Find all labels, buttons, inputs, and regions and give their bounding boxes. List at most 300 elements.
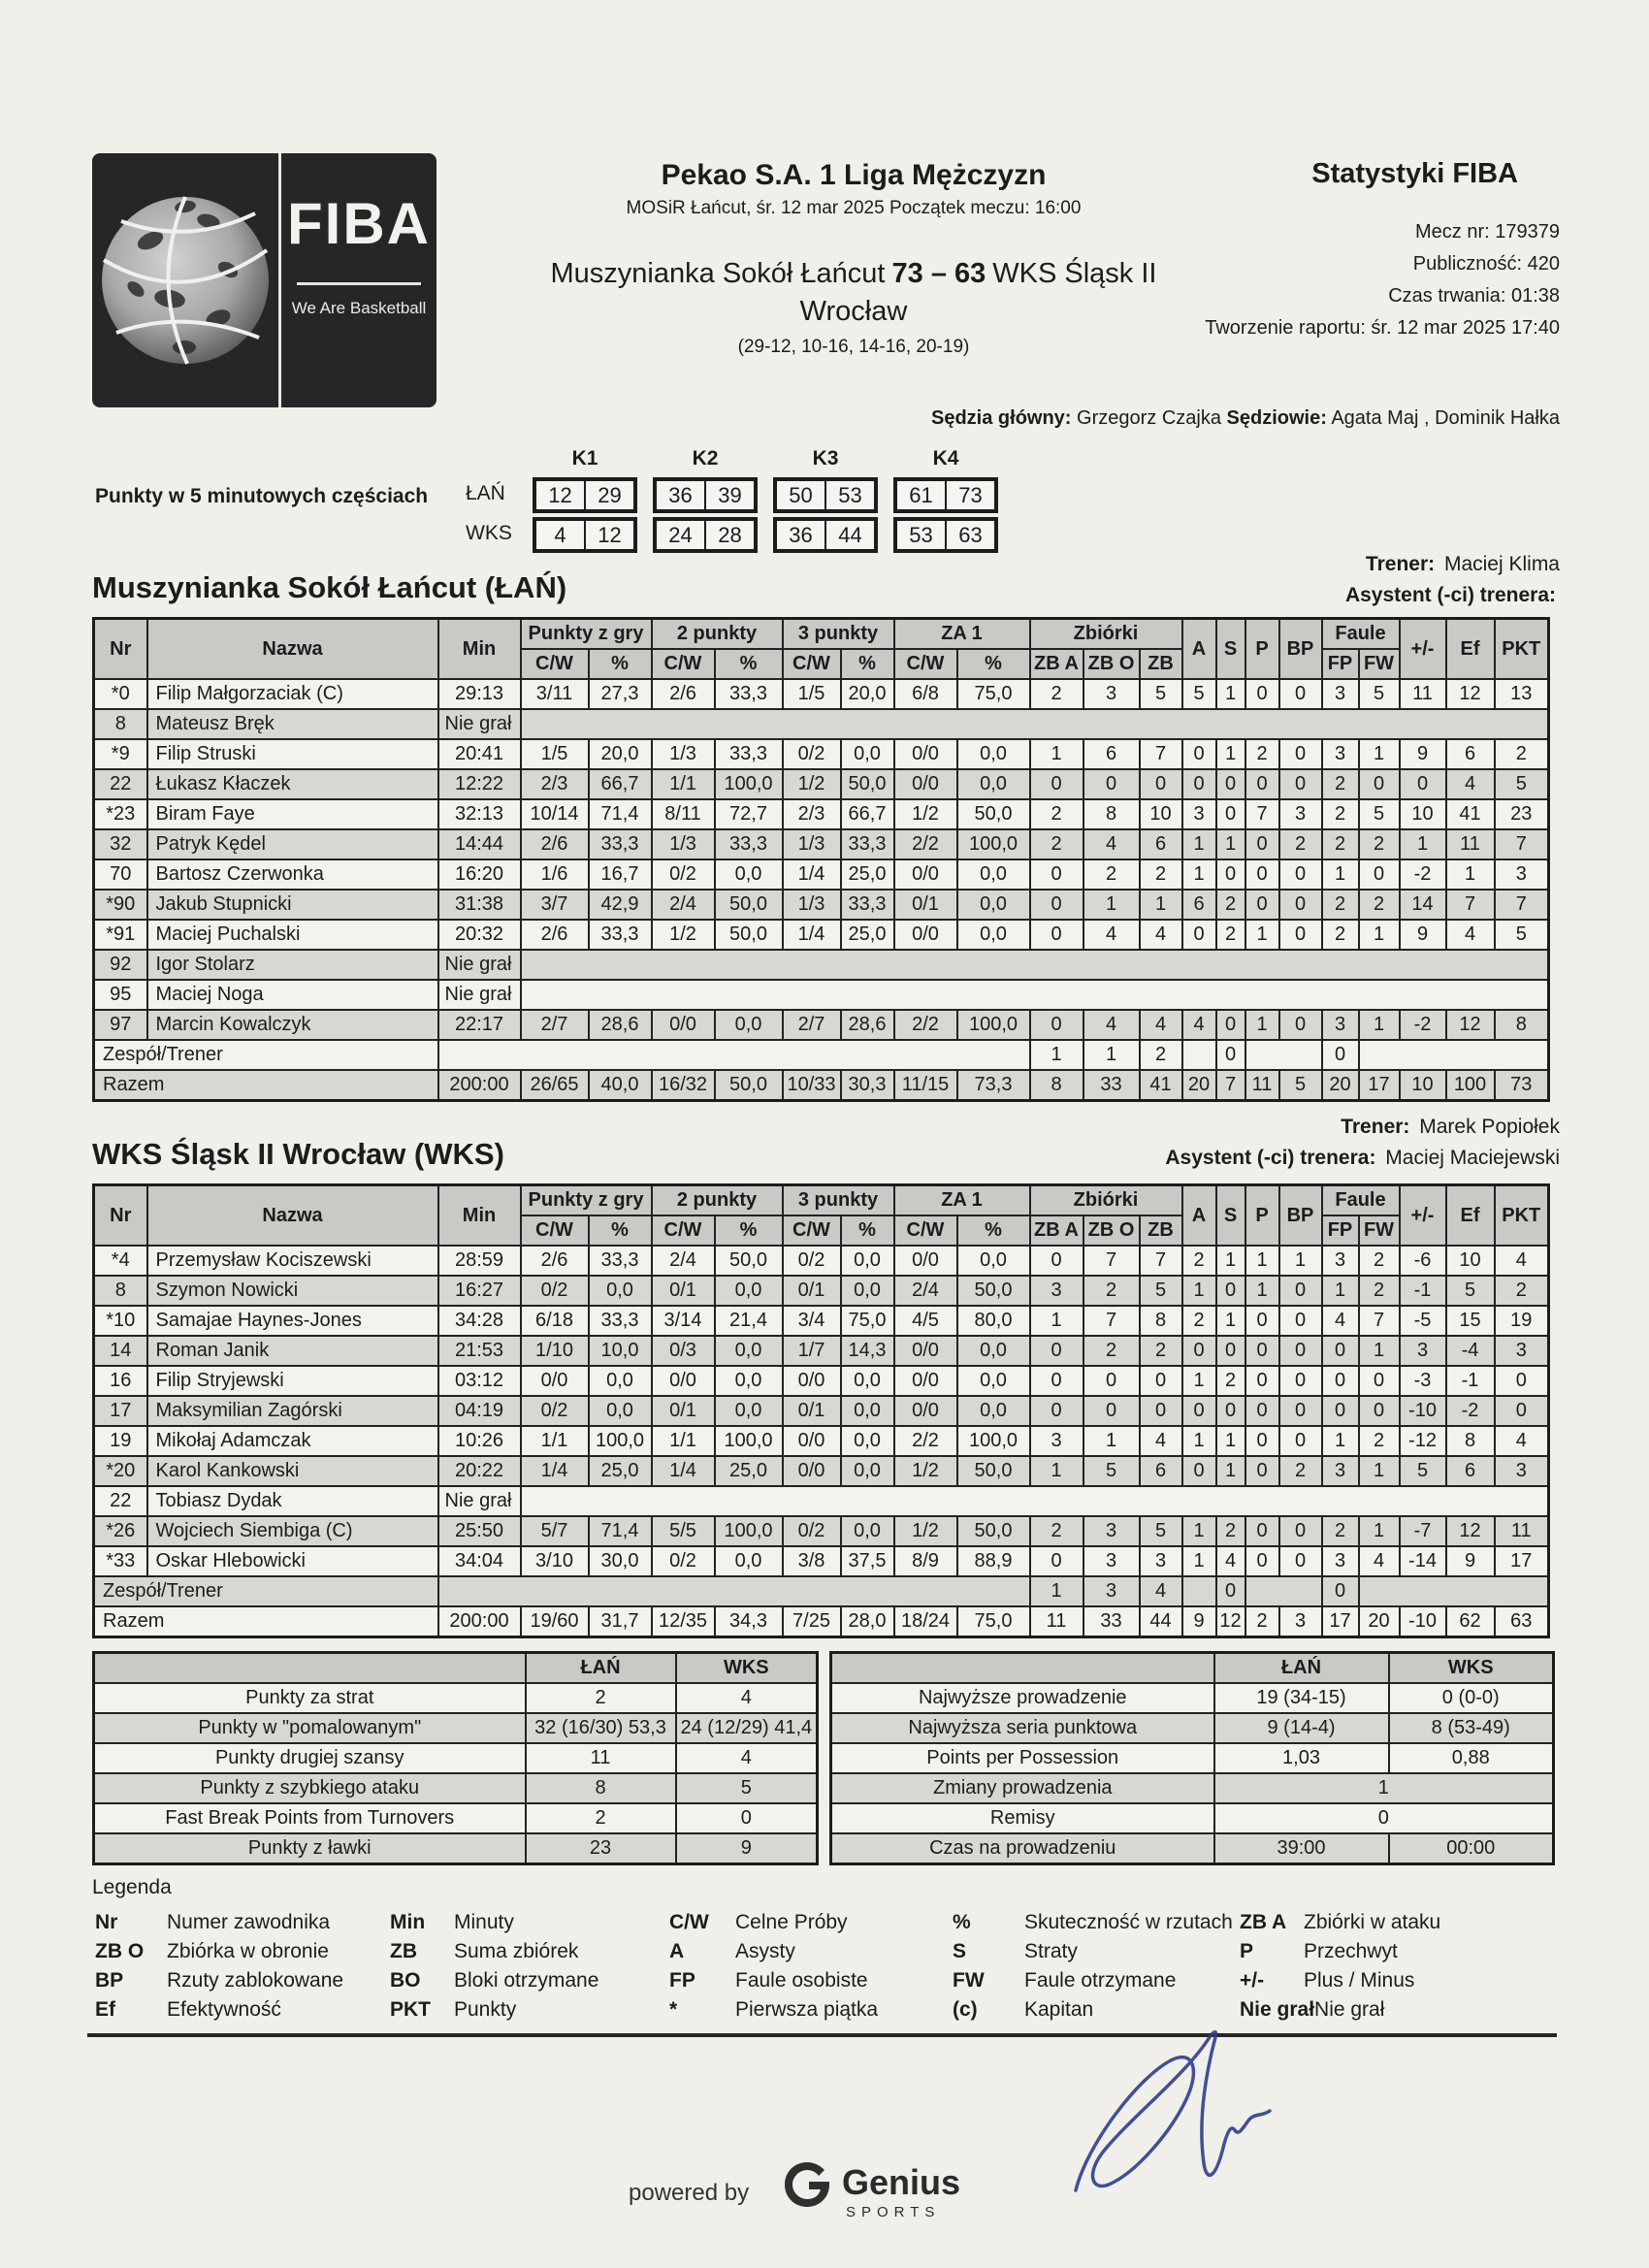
- stat-cell: 0/1: [783, 1396, 841, 1426]
- stat-cell: 0,0: [841, 1516, 894, 1546]
- player-name: Tobiasz Dydak: [147, 1486, 438, 1516]
- summary-value: 24 (12/29) 41,4: [676, 1713, 818, 1743]
- stat-cell: 11: [1446, 829, 1495, 859]
- player-row: [94, 1546, 1549, 1576]
- player-name: Mikołaj Adamczak: [147, 1426, 438, 1456]
- column-header: Punkty z gry: [521, 619, 652, 650]
- player-number: 22: [94, 769, 147, 799]
- stat-cell: 0: [1279, 1366, 1322, 1396]
- stat-cell: 1/10: [521, 1336, 589, 1366]
- stat-cell: 0: [1182, 739, 1216, 769]
- stat-cell: 0,0: [715, 1366, 783, 1396]
- assistant-label: Asystent (-ci) trenera:: [1344, 584, 1556, 606]
- stat-cell: 4: [1140, 1576, 1182, 1606]
- stat-cell: 0: [1216, 859, 1245, 890]
- period-label: K2: [692, 447, 719, 470]
- stat-cell: -2: [1446, 1396, 1495, 1426]
- stat-cell: 4: [1446, 769, 1495, 799]
- stat-cell: 0: [1279, 920, 1322, 950]
- blank-cell: [1359, 1576, 1549, 1606]
- player-name: Maciej Noga: [147, 980, 438, 1010]
- stat-cell: 0,0: [841, 1456, 894, 1486]
- stat-cell: 2/7: [521, 1010, 589, 1040]
- legend-desc: Rzuty zablokowane: [167, 1969, 344, 1992]
- legend-term: A: [669, 1940, 685, 1962]
- stat-cell: 7: [1495, 829, 1549, 859]
- column-header: S: [1216, 619, 1245, 680]
- column-subheader: ZB O: [1083, 649, 1140, 679]
- stat-cell: 0: [1245, 859, 1279, 890]
- stat-cell: 2: [1030, 829, 1083, 859]
- column-header: 2 punkty: [652, 1185, 783, 1216]
- legend-entry: [953, 1911, 1233, 1934]
- stat-cell: 50,0: [715, 890, 783, 920]
- stat-cell: 0/2: [652, 859, 715, 890]
- dnp-label: Nie grał: [438, 1486, 521, 1516]
- summary-value: 0: [676, 1803, 818, 1833]
- stat-cell: 12/35: [652, 1606, 715, 1637]
- summary-label: Punkty z ławki: [94, 1833, 526, 1864]
- stat-cell: 19/60: [521, 1606, 589, 1637]
- stat-cell: 2: [1359, 1246, 1400, 1276]
- stat-cell: 0: [1216, 1576, 1245, 1606]
- legend-entry: [953, 1998, 1093, 2022]
- stat-cell: 1/1: [521, 1426, 589, 1456]
- legend-desc: Efektywność: [167, 1998, 281, 2021]
- stat-cell: 7: [1083, 1246, 1140, 1276]
- summary-table: [829, 1651, 1555, 1865]
- stat-cell: 3: [1030, 1426, 1083, 1456]
- stat-cell: 4: [1140, 1010, 1182, 1040]
- stat-cell: 17: [1359, 1070, 1400, 1101]
- stat-cell: 0: [1030, 1366, 1083, 1396]
- stat-cell: 3: [1182, 799, 1216, 829]
- stat-cell: 5: [1400, 1456, 1446, 1486]
- stat-cell: 1: [1245, 920, 1279, 950]
- minutes: 16:20: [438, 859, 521, 890]
- stat-cell: 50,0: [841, 769, 894, 799]
- stat-cell: 1: [1216, 739, 1245, 769]
- stat-cell: 2: [1216, 890, 1245, 920]
- stat-cell: 2/6: [521, 1246, 589, 1276]
- player-number: 92: [94, 950, 147, 980]
- column-header: 3 punkty: [783, 619, 894, 650]
- stat-cell: 2: [1140, 1040, 1182, 1070]
- player-number: *10: [94, 1306, 147, 1336]
- column-subheader: ZB A: [1030, 649, 1083, 679]
- match-line: [340, 258, 1368, 290]
- column-subheader: ZB: [1140, 649, 1182, 679]
- stat-cell: 100,0: [957, 829, 1030, 859]
- stat-cell: 1: [1030, 1456, 1083, 1486]
- summary-value: 32 (16/30) 53,3: [526, 1713, 676, 1743]
- column-header: +/-: [1400, 619, 1446, 680]
- stat-cell: 11: [1030, 1606, 1083, 1637]
- stat-cell: 3: [1322, 1456, 1359, 1486]
- player-number: *0: [94, 679, 147, 709]
- stat-cell: 0,0: [957, 1396, 1030, 1426]
- stat-cell: 2/2: [894, 1426, 957, 1456]
- head-referee-label: Sędzia główny:: [931, 407, 1072, 429]
- stat-cell: 1: [1182, 1546, 1216, 1576]
- stat-cell: 1: [1322, 1426, 1359, 1456]
- stat-cell: 3: [1083, 1576, 1140, 1606]
- stat-cell: 31,7: [589, 1606, 652, 1637]
- stat-cell: 0: [1182, 920, 1216, 950]
- stat-cell: 72,7: [715, 799, 783, 829]
- stat-cell: 4: [1495, 1246, 1549, 1276]
- stat-cell: 4/5: [894, 1306, 957, 1336]
- stat-cell: 8/9: [894, 1546, 957, 1576]
- player-row: [94, 1366, 1549, 1396]
- stat-cell: 0/3: [652, 1336, 715, 1366]
- stat-cell: 2: [1030, 1516, 1083, 1546]
- coach-line-team1: [1366, 553, 1560, 576]
- stat-cell: 2/2: [894, 1010, 957, 1040]
- period-label: K1: [571, 447, 598, 470]
- summary-row: [831, 1743, 1554, 1773]
- stat-cell: 0/0: [894, 920, 957, 950]
- summary-row: [94, 1713, 818, 1743]
- minutes: 28:59: [438, 1246, 521, 1276]
- stat-cell: 1: [1216, 679, 1245, 709]
- stat-cell: 3/14: [652, 1306, 715, 1336]
- minutes: 20:41: [438, 739, 521, 769]
- stat-cell: 0: [1245, 1426, 1279, 1456]
- stat-cell: 1: [1030, 1306, 1083, 1336]
- player-row: [94, 859, 1549, 890]
- stat-cell: 33,3: [841, 829, 894, 859]
- stat-cell: 0: [1216, 1276, 1245, 1306]
- stat-cell: 0,0: [957, 920, 1030, 950]
- stat-cell: 2/6: [521, 920, 589, 950]
- stat-cell: 19: [1495, 1306, 1549, 1336]
- stat-cell: 5: [1140, 1516, 1182, 1546]
- stat-cell: 0: [1279, 769, 1322, 799]
- column-subheader: ZB: [1140, 1215, 1182, 1246]
- column-header: Zbiórki: [1030, 619, 1182, 650]
- stat-cell: 2: [1083, 859, 1140, 890]
- stat-cell: 3/7: [521, 890, 589, 920]
- stat-cell: 8: [1495, 1010, 1549, 1040]
- legend-term: Ef: [95, 1998, 115, 2021]
- player-name: Jakub Stupnicki: [147, 890, 438, 920]
- stat-cell: 5/5: [652, 1516, 715, 1546]
- legend-desc: Faule otrzymane: [1024, 1969, 1177, 1992]
- summary-header-team: ŁAŃ: [526, 1653, 676, 1684]
- stat-cell: 1: [1182, 829, 1216, 859]
- stat-cell: 20: [1182, 1070, 1216, 1101]
- summary-row: [94, 1833, 818, 1864]
- stat-cell: 100,0: [957, 1010, 1030, 1040]
- stat-cell: 2: [1495, 1276, 1549, 1306]
- summary-row: [94, 1773, 818, 1803]
- stat-cell: 0: [1359, 1396, 1400, 1426]
- player-name: Szymon Nowicki: [147, 1276, 438, 1306]
- stat-cell: 0: [1216, 1336, 1245, 1366]
- totals-label: Razem: [94, 1070, 438, 1101]
- team-bench-row: [94, 1576, 1549, 1606]
- legend-term: (c): [953, 1998, 978, 2021]
- column-subheader: C/W: [652, 1215, 715, 1246]
- stat-cell: 7: [1245, 799, 1279, 829]
- assistant-line-team1: [1345, 584, 1560, 607]
- stat-cell: 0: [1279, 859, 1322, 890]
- player-number: *4: [94, 1246, 147, 1276]
- blank-cell: [438, 1576, 1030, 1606]
- stat-cell: 28,6: [589, 1010, 652, 1040]
- stat-cell: 1: [1216, 1426, 1245, 1456]
- stat-cell: 40,0: [589, 1070, 652, 1101]
- column-subheader: FP: [1322, 1215, 1359, 1246]
- player-number: *20: [94, 1456, 147, 1486]
- stat-cell: 6/8: [894, 679, 957, 709]
- summary-value: 0,88: [1389, 1743, 1554, 1773]
- stat-cell: 4: [1083, 1010, 1140, 1040]
- stat-cell: 0: [1216, 1040, 1245, 1070]
- stat-cell: 0/0: [783, 1426, 841, 1456]
- stat-cell: 1: [1140, 890, 1182, 920]
- stat-cell: 1: [1182, 1276, 1216, 1306]
- stat-cell: 2: [1279, 829, 1322, 859]
- stat-cell: 0,0: [841, 1426, 894, 1456]
- column-header: ZA 1: [894, 619, 1030, 650]
- stat-cell: 0: [1030, 890, 1083, 920]
- stat-cell: 2/6: [521, 829, 589, 859]
- stat-cell: 0: [1030, 769, 1083, 799]
- stat-cell: -3: [1400, 1366, 1446, 1396]
- stat-cell: 0,0: [715, 1546, 783, 1576]
- player-name: Samajae Haynes-Jones: [147, 1306, 438, 1336]
- stat-cell: 4: [1140, 920, 1182, 950]
- column-header: PKT: [1495, 619, 1549, 680]
- stat-cell: 0: [1216, 1396, 1245, 1426]
- stat-cell: 1/2: [894, 1456, 957, 1486]
- stat-cell: 0,0: [715, 1276, 783, 1306]
- head-referee-name: Grzegorz Czajka: [1071, 407, 1227, 429]
- summary-value: 4: [676, 1683, 818, 1713]
- column-header: A: [1182, 1185, 1216, 1247]
- column-header: P: [1245, 1185, 1279, 1247]
- stat-cell: 0: [1030, 1546, 1083, 1576]
- summary-value: 9: [676, 1833, 818, 1864]
- stat-cell: 13: [1495, 679, 1549, 709]
- legend-term: BP: [95, 1969, 124, 1992]
- stat-cell: 0: [1359, 859, 1400, 890]
- stat-cell: 4: [1446, 920, 1495, 950]
- stat-cell: 0: [1279, 890, 1322, 920]
- stat-cell: 50,0: [715, 1070, 783, 1101]
- stat-cell: 0: [1083, 1396, 1140, 1426]
- stat-cell: 28,0: [841, 1606, 894, 1637]
- stat-cell: 50,0: [957, 799, 1030, 829]
- stat-cell: -2: [1400, 859, 1446, 890]
- stat-cell: 2/3: [521, 769, 589, 799]
- stat-cell: 1: [1083, 890, 1140, 920]
- stat-cell: 66,7: [841, 799, 894, 829]
- stat-cell: 5: [1279, 1070, 1322, 1101]
- stat-cell: 28,6: [841, 1010, 894, 1040]
- match-score: 73 – 63: [891, 258, 986, 289]
- column-header: Min: [438, 619, 521, 680]
- quarter-score-box: [533, 517, 637, 553]
- stat-cell: 0,0: [957, 1366, 1030, 1396]
- stat-cell: 1: [1182, 1426, 1216, 1456]
- stat-cell: 1/4: [652, 1456, 715, 1486]
- team-row-label: Zespół/Trener: [94, 1576, 438, 1606]
- column-header: BP: [1279, 1185, 1322, 1247]
- totals-label: Razem: [94, 1606, 438, 1637]
- stat-cell: 0: [1495, 1396, 1549, 1426]
- player-number: 97: [94, 1010, 147, 1040]
- column-subheader: %: [715, 1215, 783, 1246]
- summary-row: [94, 1683, 818, 1713]
- player-number: 14: [94, 1336, 147, 1366]
- stat-cell: 0/2: [783, 1516, 841, 1546]
- stat-cell: 2: [1322, 890, 1359, 920]
- stat-cell: 3: [1083, 1546, 1140, 1576]
- player-name: Marcin Kowalczyk: [147, 1010, 438, 1040]
- minutes: 14:44: [438, 829, 521, 859]
- summary-value: 1,03: [1214, 1743, 1389, 1773]
- player-number: *90: [94, 890, 147, 920]
- stat-cell: 0: [1030, 1246, 1083, 1276]
- quarter-score: 24: [657, 521, 706, 549]
- quarter-score: 4: [536, 521, 586, 549]
- legend-entry: [95, 1911, 330, 1934]
- stat-cell: 0,0: [957, 890, 1030, 920]
- column-subheader: %: [841, 649, 894, 679]
- summary-label: Punkty z szybkiego ataku: [94, 1773, 526, 1803]
- stat-cell: 1/5: [783, 679, 841, 709]
- stat-cell: 41: [1140, 1070, 1182, 1101]
- stat-cell: 10: [1400, 799, 1446, 829]
- blank-cell: [521, 709, 1549, 739]
- stat-cell: 1: [1030, 739, 1083, 769]
- summary-label: Zmiany prowadzenia: [831, 1773, 1214, 1803]
- player-name: Patryk Kędel: [147, 829, 438, 859]
- stat-cell: 0: [1279, 1276, 1322, 1306]
- legend-desc: Celne Próby: [735, 1911, 848, 1933]
- stat-cell: 1: [1359, 1456, 1400, 1486]
- legend-entry: [669, 1940, 795, 1963]
- stat-cell: 2/4: [894, 1276, 957, 1306]
- stat-cell: 4: [1359, 1546, 1400, 1576]
- stat-cell: 33,3: [589, 1246, 652, 1276]
- legend-desc: Kapitan: [1024, 1998, 1094, 2021]
- minutes: 32:13: [438, 799, 521, 829]
- legend-desc: Straty: [1024, 1940, 1078, 1962]
- signature: [1062, 2027, 1295, 2221]
- stat-cell: 1: [1245, 1246, 1279, 1276]
- summary-value: 39:00: [1214, 1833, 1389, 1864]
- stat-cell: 0/0: [783, 1456, 841, 1486]
- player-row: [94, 1306, 1549, 1336]
- legend-desc: Przechwyt: [1304, 1940, 1398, 1962]
- stat-cell: 0/0: [894, 1246, 957, 1276]
- away-team-city: Wrocław: [799, 296, 908, 327]
- player-number: 8: [94, 709, 147, 739]
- stat-cell: 2: [1359, 829, 1400, 859]
- stat-cell: 0: [1359, 769, 1400, 799]
- legend-entry: [669, 1969, 868, 1993]
- legend-term: C/W: [669, 1911, 709, 1933]
- blank-cell: [1182, 1040, 1216, 1070]
- genius-logo-icon: [782, 2159, 832, 2215]
- stat-cell: 4: [1495, 1426, 1549, 1456]
- player-row: [94, 1276, 1549, 1306]
- stat-cell: 0: [1030, 920, 1083, 950]
- stat-cell: 37,5: [841, 1546, 894, 1576]
- legend-term: FP: [669, 1969, 695, 1992]
- stat-cell: 3/8: [783, 1546, 841, 1576]
- stat-cell: 3: [1322, 1010, 1359, 1040]
- column-subheader: C/W: [652, 649, 715, 679]
- player-row: [94, 739, 1549, 769]
- legend-term: FW: [953, 1969, 985, 1992]
- quarter-score-box: [893, 477, 998, 513]
- stat-cell: -7: [1400, 1516, 1446, 1546]
- stat-cell: -10: [1400, 1606, 1446, 1637]
- stat-cell: 4: [1182, 1010, 1216, 1040]
- stat-cell: 4: [1322, 1306, 1359, 1336]
- stat-cell: 3: [1322, 679, 1359, 709]
- period-label: K4: [932, 447, 959, 470]
- attendance: Publiczność: 420: [1412, 253, 1560, 275]
- summary-table: [92, 1651, 819, 1865]
- stat-cell: 0,0: [841, 1366, 894, 1396]
- player-name: Przemysław Kociszewski: [147, 1246, 438, 1276]
- stat-cell: 0/1: [652, 1276, 715, 1306]
- minutes: 29:13: [438, 679, 521, 709]
- column-subheader: FW: [1359, 649, 1400, 679]
- summary-value: 11: [526, 1743, 676, 1773]
- column-header: Faule: [1322, 1185, 1400, 1216]
- stat-cell: 25,0: [841, 920, 894, 950]
- fiba-tagline: We Are Basketball: [291, 299, 427, 317]
- stat-cell: 6: [1083, 739, 1140, 769]
- stats-title: Statystyki FIBA: [1311, 158, 1518, 189]
- referees-label: Sędziowie:: [1226, 407, 1327, 429]
- player-name: Bartosz Czerwonka: [147, 859, 438, 890]
- stat-cell: 2: [1140, 859, 1182, 890]
- quarter-score: 50: [777, 481, 826, 509]
- stat-cell: 0: [1245, 1516, 1279, 1546]
- stat-cell: 0: [1030, 1336, 1083, 1366]
- legend-term: ZB: [390, 1940, 417, 1962]
- column-subheader: C/W: [783, 1215, 841, 1246]
- player-name: Mateusz Bręk: [147, 709, 438, 739]
- column-subheader: %: [715, 649, 783, 679]
- stat-cell: 0,0: [715, 1010, 783, 1040]
- stat-cell: 25,0: [841, 859, 894, 890]
- stat-cell: 80,0: [957, 1306, 1030, 1336]
- quarter-caption: Punkty w 5 minutowych częściach: [95, 485, 429, 507]
- stat-cell: 7: [1446, 890, 1495, 920]
- stat-cell: 1/6: [521, 859, 589, 890]
- stat-cell: 1/4: [783, 859, 841, 890]
- stat-cell: 2: [1216, 920, 1245, 950]
- stat-cell: 0/0: [783, 1366, 841, 1396]
- blank-cell: [521, 1486, 1549, 1516]
- player-row: [94, 709, 1549, 739]
- column-subheader: C/W: [783, 649, 841, 679]
- stat-cell: 0: [1245, 769, 1279, 799]
- quarter-team-label: ŁAŃ: [466, 482, 505, 504]
- stat-cell: 0,0: [841, 1396, 894, 1426]
- stat-cell: 0: [1140, 769, 1182, 799]
- player-row: [94, 950, 1549, 980]
